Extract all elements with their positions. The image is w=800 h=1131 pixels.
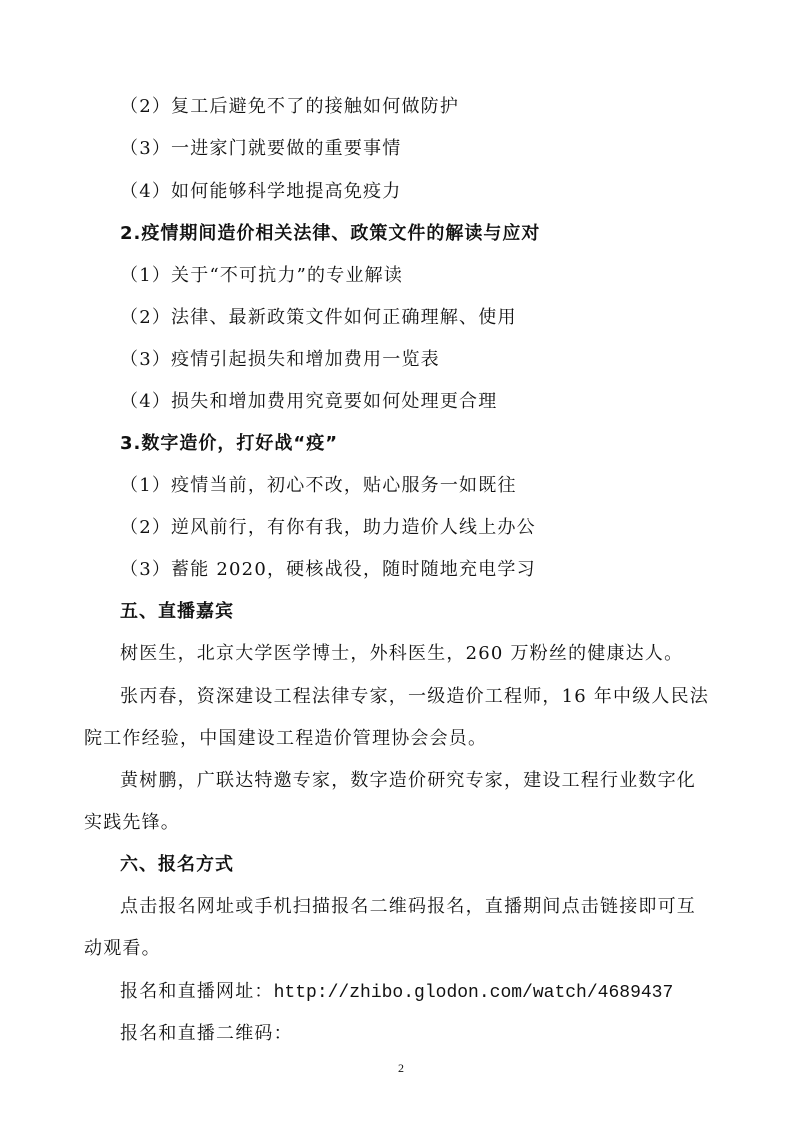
paragraph: 张丙春，资深建设工程法律专家，一级造价工程师，16 年中级人民法	[120, 686, 710, 707]
qr-label: 报名和直播二维码：	[120, 1023, 293, 1044]
section-heading: 五、直播嘉宾	[120, 601, 234, 622]
paragraph-continued: 院工作经验，中国建设工程造价管理协会会员。	[84, 728, 488, 749]
paragraph: 点击报名网址或手机扫描报名二维码报名，直播期间点击链接即可互	[120, 896, 696, 917]
url-label: 报名和直播网址：	[120, 981, 274, 1002]
list-item: （1）疫情当前，初心不改，贴心服务一如既往	[120, 475, 517, 496]
paragraph-continued: 实践先锋。	[84, 812, 180, 833]
list-item: （4）损失和增加费用究竟要如何处理更合理	[120, 391, 498, 412]
registration-url-link[interactable]: http://zhibo.glodon.com/watch/4689437	[273, 983, 674, 1003]
subheading: 3.数字造价，打好战“疫”	[120, 433, 339, 454]
page-number: 2	[398, 1061, 404, 1075]
list-item: （1）关于“不可抗力”的专业解读	[120, 265, 404, 286]
paragraph: 黄树鹏，广联达特邀专家，数字造价研究专家，建设工程行业数字化	[120, 770, 696, 791]
list-item: （4）如何能够科学地提高免疫力	[120, 181, 402, 202]
paragraph-continued: 动观看。	[84, 938, 161, 959]
registration-url-line	[120, 980, 673, 1005]
list-item: （2）法律、最新政策文件如何正确理解、使用	[120, 307, 517, 328]
list-item: （2）逆风前行，有你有我，助力造价人线上办公	[120, 517, 536, 538]
list-item: （3）疫情引起损失和增加费用一览表	[120, 349, 440, 370]
section-heading: 六、报名方式	[120, 854, 234, 875]
subheading: 2.疫情期间造价相关法律、政策文件的解读与应对	[120, 223, 541, 244]
list-item: （3）蓄能 2020，硬核战役，随时随地充电学习	[120, 559, 536, 580]
list-item: （3）一进家门就要做的重要事情	[120, 138, 402, 159]
list-item: （2）复工后避免不了的接触如何做防护	[120, 96, 460, 117]
paragraph: 树医生，北京大学医学博士，外科医生，260 万粉丝的健康达人。	[120, 643, 684, 664]
